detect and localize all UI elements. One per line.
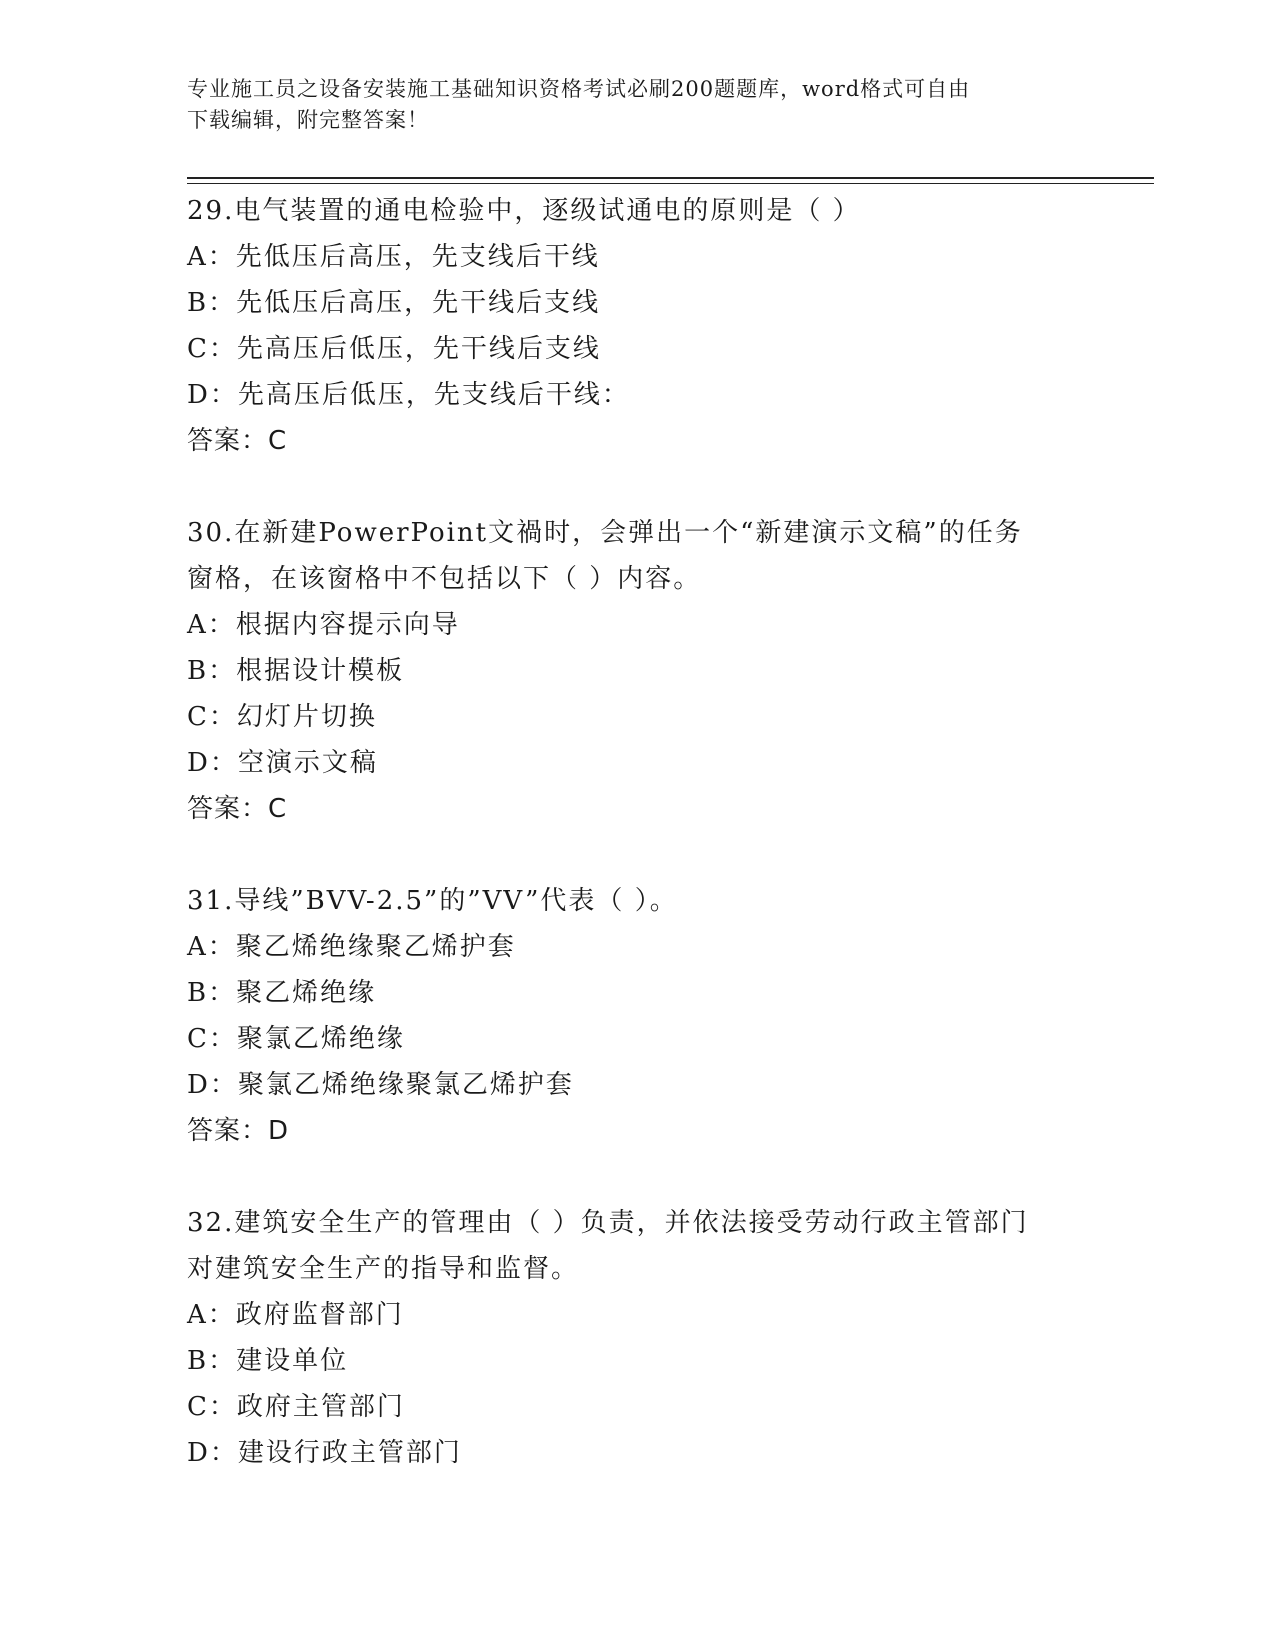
- option-c: C：聚氯乙烯绝缘: [187, 1024, 405, 1054]
- option-b: B：聚乙烯绝缘: [187, 978, 377, 1008]
- question-stem: [187, 188, 1077, 234]
- question-list: [187, 188, 1077, 1522]
- option-c: C：先高压后低压，先干线后支线: [187, 334, 601, 364]
- option-c: C：幻灯片切换: [187, 702, 377, 732]
- stem-line: 32.建筑安全生产的管理由（ ）负责，并依法接受劳动行政主管部门: [187, 1208, 1029, 1238]
- option-a: A：聚乙烯绝缘聚乙烯护套: [187, 932, 516, 962]
- header-line-1: 专业施工员之设备安装施工基础知识资格考试必刷200题题库，word格式可自由: [187, 77, 971, 101]
- question-29: [187, 188, 1077, 464]
- option-b: B：根据设计模板: [187, 656, 405, 686]
- option-c: C：政府主管部门: [187, 1392, 405, 1422]
- question-31: [187, 878, 1077, 1154]
- header-divider-thick: [187, 177, 1154, 179]
- option-b: B：先低压后高压，先干线后支线: [187, 288, 601, 318]
- question-stem: [187, 1200, 1077, 1292]
- option-d: D：先高压后低压，先支线后干线：: [187, 380, 630, 410]
- option-a: A：根据内容提示向导: [187, 610, 460, 640]
- stem-line: 29.电气装置的通电检验中，逐级试通电的原则是（ ）: [187, 196, 861, 226]
- stem-line: 31.导线”BVV-2.5”的”VV”代表（ ）。: [187, 886, 678, 916]
- header-divider-thin: [187, 183, 1154, 184]
- stem-line: 窗格，在该窗格中不包括以下（ ）内容。: [187, 564, 702, 594]
- question-stem: [187, 510, 1077, 602]
- option-a: A：政府监督部门: [187, 1300, 404, 1330]
- question-30: [187, 510, 1077, 832]
- option-d: D：空演示文稿: [187, 748, 378, 778]
- answer-label: 答案：D: [187, 1116, 290, 1146]
- option-b: B：建设单位: [187, 1346, 349, 1376]
- stem-line: 对建筑安全生产的指导和监督。: [187, 1254, 580, 1284]
- question-stem: [187, 878, 1077, 924]
- answer-label: 答案：C: [187, 426, 288, 456]
- header-line-2: 下载编辑，附完整答案！: [187, 108, 429, 132]
- answer-label: 答案：C: [187, 794, 288, 824]
- option-d: D：建设行政主管部门: [187, 1438, 462, 1468]
- question-32: [187, 1200, 1077, 1476]
- document-header: [187, 74, 1077, 136]
- option-a: A：先低压后高压，先支线后干线: [187, 242, 600, 272]
- stem-line: 30.在新建PowerPoint文禍时，会弹出一个“新建演示文稿”的任务: [187, 518, 1023, 548]
- option-d: D：聚氯乙烯绝缘聚氯乙烯护套: [187, 1070, 574, 1100]
